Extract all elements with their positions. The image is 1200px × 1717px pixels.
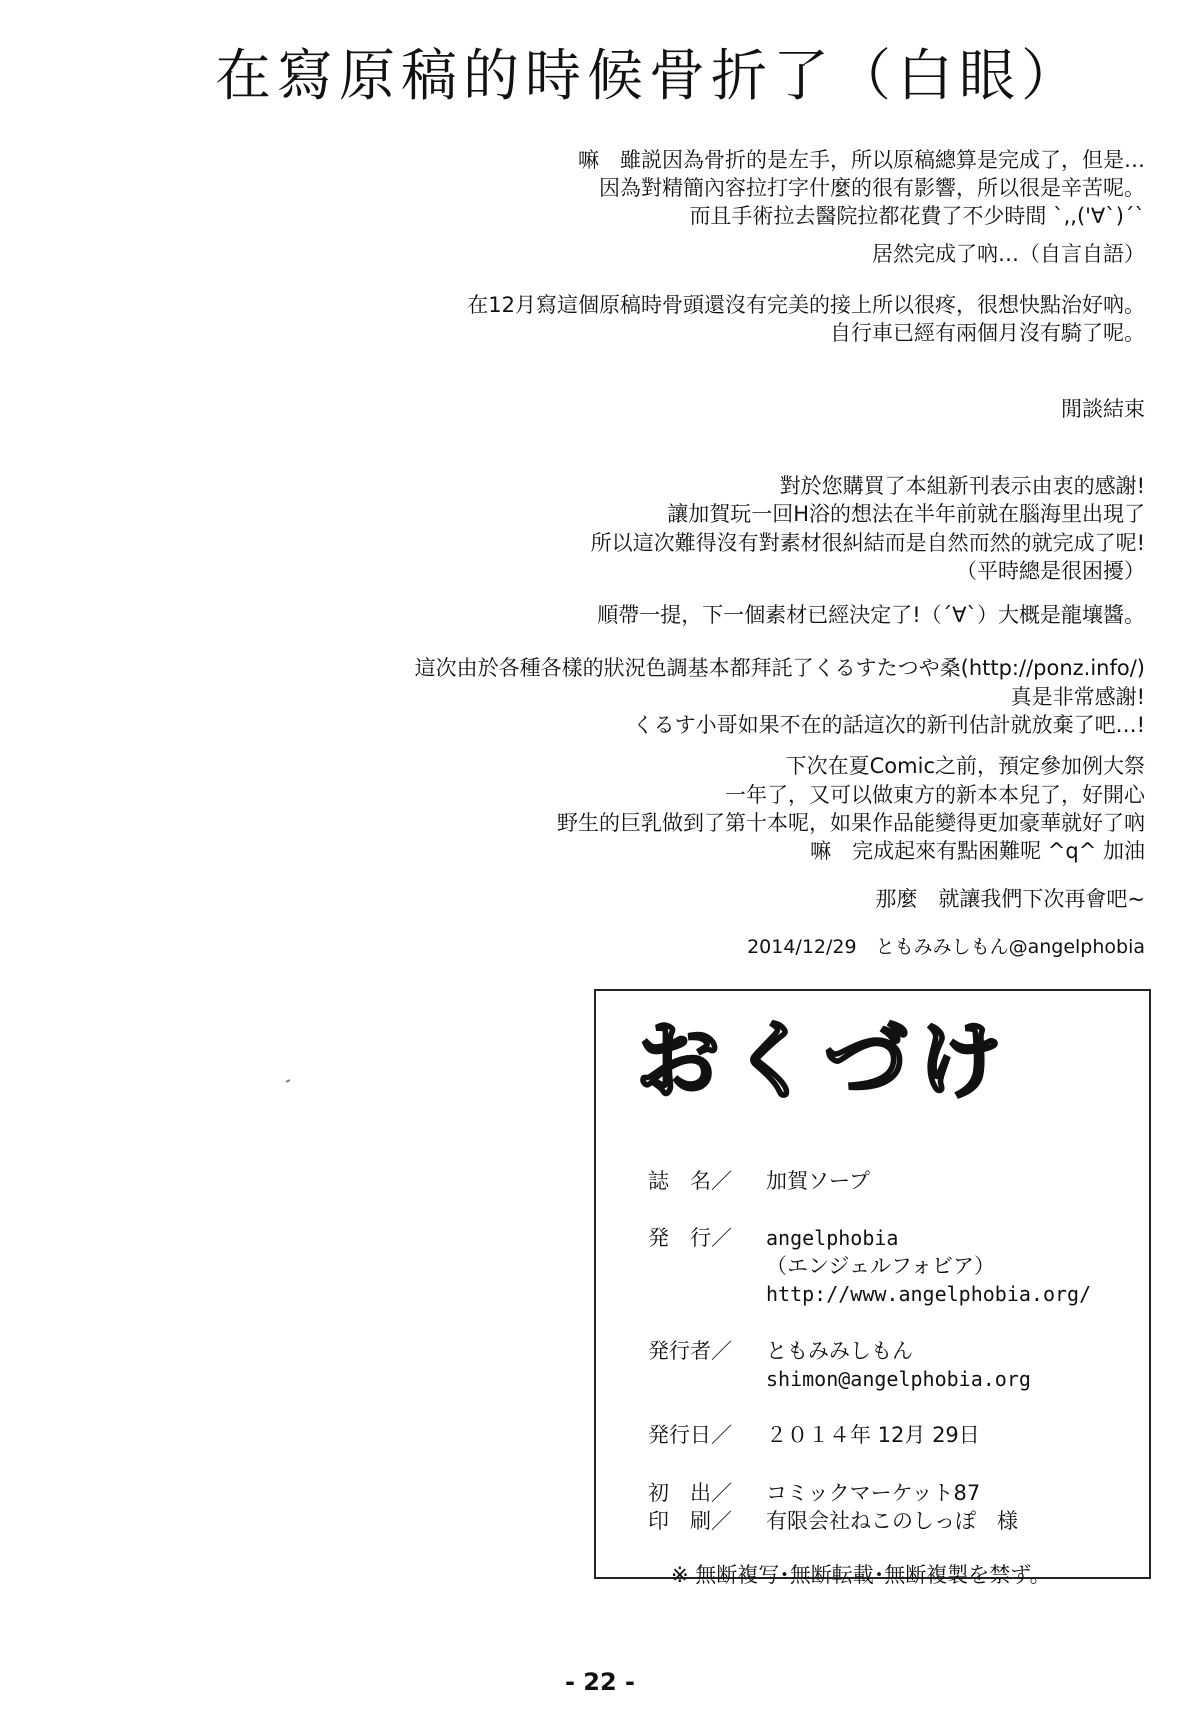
- afterword-line: 這次由於各種各樣的狀況色調基本都拜託了くるすたつや桑(http://ponz.info/): [414, 656, 1145, 680]
- magazine-value: 加賀ソープ: [766, 1169, 870, 1193]
- afterword-line: 因為對精簡內容拉打字什麼的很有影響，所以很是辛苦呢。: [599, 176, 1145, 200]
- magazine-label: 誌 名／: [648, 1169, 732, 1193]
- colophon-row-print: [648, 1507, 1018, 1535]
- debut-label: 初 出／: [648, 1481, 732, 1505]
- afterword-line: （平時總是很困擾）: [956, 559, 1145, 583]
- afterword-line: 那麼 就讓我們下次再會吧~: [875, 887, 1145, 911]
- colophon-row-publisher: [648, 1224, 1092, 1306]
- print-label: 印 刷／: [648, 1509, 732, 1533]
- afterword-line: 而且手術拉去醫院拉都花費了不少時間 ˋ,,('∀`)ˊˋ: [689, 204, 1145, 228]
- publisher-label: 発 行／: [648, 1226, 732, 1250]
- colophon-heading: おくづけ: [636, 1012, 1013, 1110]
- afterword-signature: 2014/12/29 ともみみしもん@angelphobia: [747, 936, 1145, 958]
- colophon-row-debut: [648, 1479, 981, 1507]
- issuer-value: ともみみしもん: [766, 1339, 913, 1363]
- scan-speck: [286, 1079, 290, 1083]
- afterword-line: 居然完成了吶…（自言自語）: [872, 242, 1145, 266]
- afterword-line: 真是非常感謝!: [1010, 685, 1145, 709]
- afterword-line: 一年了，又可以做東方的新本本兒了，好開心: [725, 783, 1145, 807]
- publisher-value: angelphobia: [766, 1226, 899, 1250]
- publisher-url: http://www.angelphobia.org/: [766, 1282, 1092, 1306]
- debut-value: コミックマーケット87: [766, 1481, 981, 1505]
- afterword-line: 順帶一提，下一個素材已經決定了!（´∀`）大概是龍壤醬。: [597, 603, 1145, 627]
- afterword-title: 在寫原稿的時候骨折了（白眼）: [215, 44, 1083, 109]
- afterword-line: 讓加賀玩一回H浴的想法在半年前就在腦海里出現了: [667, 502, 1145, 526]
- afterword-line: 所以這次難得沒有對素材很糾結而是自然而然的就完成了呢!: [590, 531, 1145, 555]
- afterword-line: 嘛 完成起來有點困難呢 ^q^ 加油: [810, 839, 1145, 863]
- colophon-row-issuer: [648, 1337, 1031, 1391]
- publisher-kana: （エンジェルフォビア）: [766, 1254, 996, 1278]
- date-value: ２０１４年 12月 29日: [766, 1423, 980, 1447]
- page-number: - 22 -: [564, 1668, 636, 1696]
- afterword-line: 下次在夏Comic之前，預定參加例大祭: [785, 754, 1145, 778]
- afterword-line: 在12月寫這個原稿時骨頭還沒有完美的接上所以很疼，很想快點治好吶。: [467, 293, 1145, 317]
- colophon-box: [594, 989, 1151, 1587]
- afterword-line: くるす小哥如果不在的話這次的新刊估計就放棄了吧…!: [632, 713, 1145, 737]
- colophon-row-magazine: [648, 1167, 870, 1195]
- date-label: 発行日／: [648, 1423, 732, 1447]
- print-value: 有限会社ねこのしっぽ 様: [766, 1509, 1018, 1533]
- issuer-email: shimon@angelphobia.org: [766, 1367, 1031, 1391]
- afterword-line: 野生的巨乳做到了第十本呢，如果作品能變得更加豪華就好了吶: [557, 811, 1145, 835]
- issuer-label: 発行者／: [648, 1339, 732, 1363]
- afterword-line: 閒談結束: [1061, 397, 1145, 421]
- afterword-line: 對於您購買了本組新刊表示由衷的感謝!: [779, 474, 1145, 498]
- copyright-notice: ※ 無断複写･無断転載･無断複製を禁ず。: [671, 1563, 1051, 1587]
- afterword-line: 嘛 雖説因為骨折的是左手，所以原稿總算是完成了，但是…: [578, 148, 1145, 172]
- colophon-row-date: [648, 1421, 980, 1449]
- afterword-line: 自行車已經有兩個月沒有騎了呢。: [830, 321, 1145, 345]
